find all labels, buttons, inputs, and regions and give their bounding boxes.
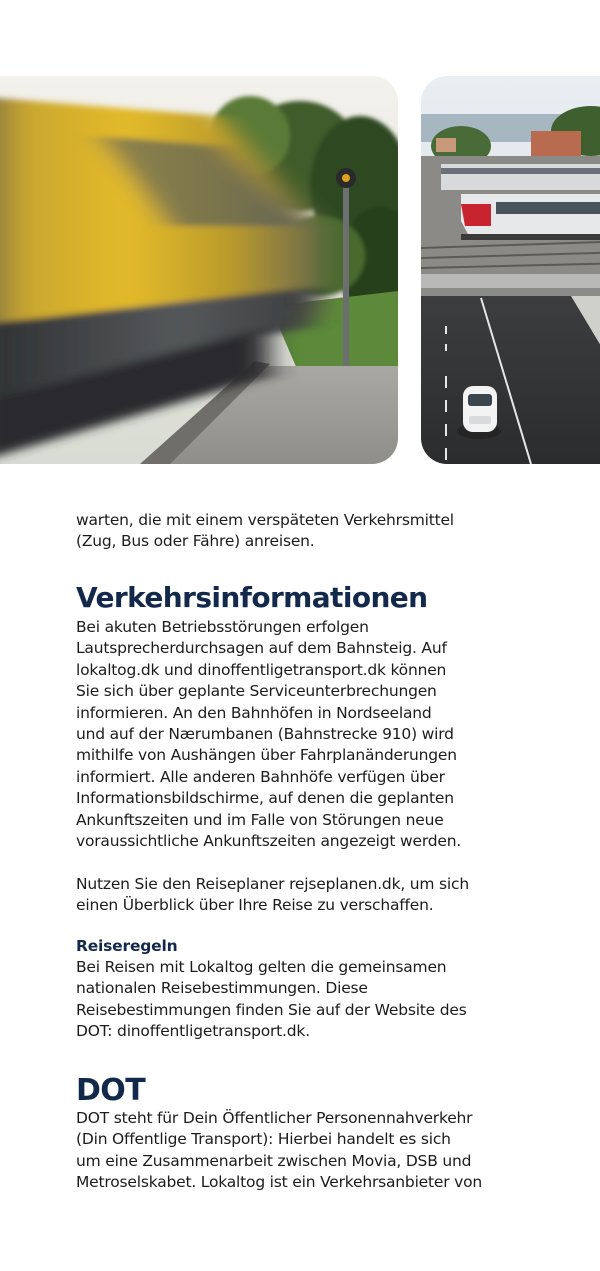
- travel-rules-section: [76, 936, 526, 1043]
- intro-text: warten, die mit einem verspäteten Verkehrsmittel (Zug, Bus oder Fähre) anreisen.: [76, 511, 454, 551]
- dot-title: DOT: [76, 1073, 146, 1108]
- photo-train-motion: [0, 76, 398, 464]
- photo-rail-bridge-graphic: [421, 76, 600, 464]
- dot-body: [76, 1108, 526, 1194]
- traffic-info-body: [76, 617, 526, 852]
- intro-block: [76, 510, 526, 553]
- traffic-info-title: Verkehrsinformationen: [76, 581, 428, 614]
- photo-train-motion-graphic: [0, 76, 398, 464]
- photo-rail-bridge: [421, 76, 600, 464]
- travel-rules-text: Bei Reisen mit Lokaltog gelten die gemeinsamen nationalen Reisebestimmungen. Diese Reisebestimmungen finden Sie auf der Website des DOT: dinoffentligetransport.dk.: [76, 958, 467, 1041]
- travel-rules-title: Reiseregeln: [76, 937, 178, 955]
- dot-text: DOT steht für Dein Öffentlicher Personennahverkehr (Din Offentlige Transport): Hierbei handelt es sich um eine Zusammenarbeit zwischen Movia, DSB und Metroselskabet. Lokaltog ist ein Verkehrsanbieter von: [76, 1109, 483, 1192]
- dot-section: [76, 1073, 526, 1109]
- trip-planner-block: [76, 874, 526, 917]
- traffic-info-section: [76, 580, 526, 616]
- traffic-info-paragraph-2: Nutzen Sie den Reiseplaner rejseplanen.dk, um sich einen Überblick über Ihre Reise zu verschaffen.: [76, 875, 469, 915]
- traffic-info-paragraph-1: Bei akuten Betriebsstörungen erfolgen Lautsprecherdurchsagen auf dem Bahnsteig. Auf lokaltog.dk und dinoffentligetransport.dk können Sie sich über geplante Serviceunterbrechungen informieren. An den Bahnhöfen in Nordseeland und auf der Nærumbanen (Bahnstrecke 910) wird mithilfe von Aushängen über Fahrplanänderungen informiert. Alle anderen Bahnhöfe verfügen über Informationsbildschirme, auf denen die geplanten Ankunftszeiten und im Falle von Störungen neue voraussichtliche Ankunftszeiten angezeigt werden.: [76, 618, 462, 851]
